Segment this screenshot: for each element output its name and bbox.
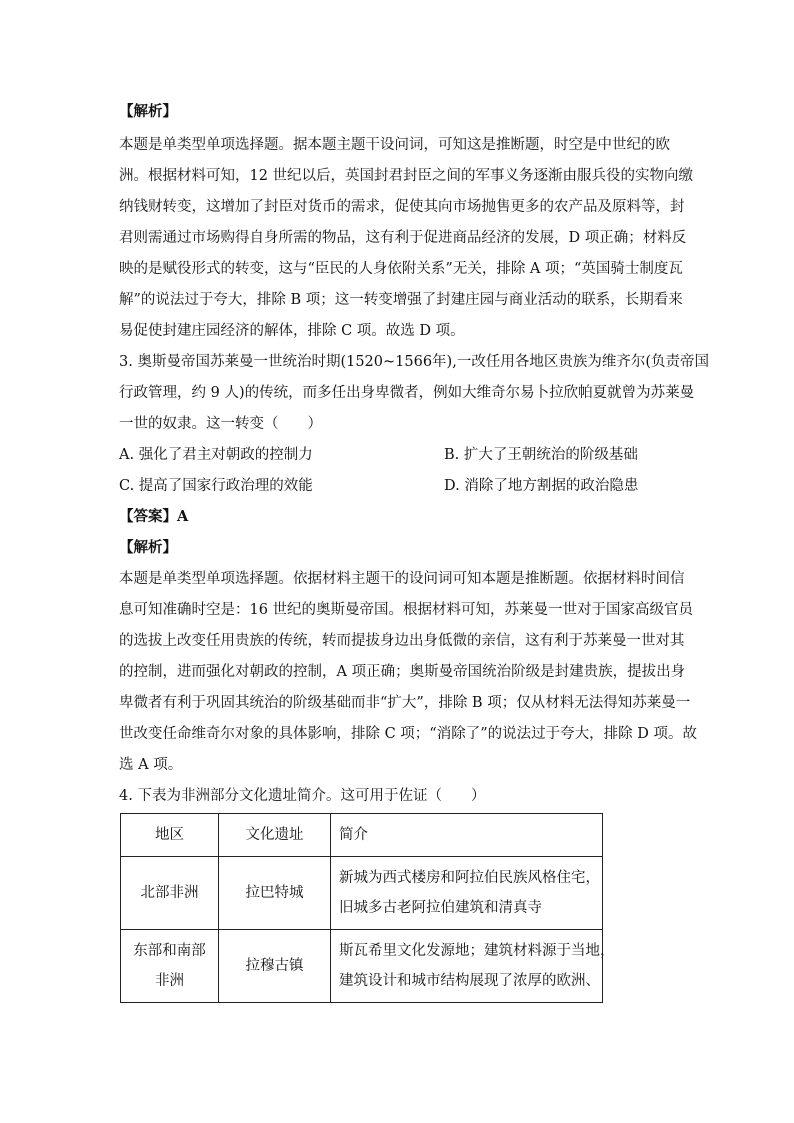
region-line: 东部和南部: [133, 943, 206, 959]
analysis-line: 世改变任命维奇尔对象的具体影响，排除 C 项；“消除了”的说法过于夸大，排除 D 项。故: [119, 726, 697, 742]
table-row: [121, 857, 603, 930]
question-4-stem: 4. 下表为非洲部分文化遗址简介。这可用于佐证（ ）: [119, 788, 486, 804]
analysis-line: 解”的说法过于夸大，排除 B 项；这一转变增强了封建庄园与商业活动的联系，长期看来: [119, 292, 683, 308]
table-cell-region: 北部非洲: [121, 857, 219, 930]
table-header-cell: 文化遗址: [219, 814, 331, 857]
table-cell-intro: [331, 857, 603, 930]
table-cell-region: [121, 930, 219, 1003]
intro-line: 新城为西式楼房和阿拉伯民族风格住宅，: [339, 870, 600, 886]
question-3-stem: 一世的奴隶。这一转变（ ）: [119, 416, 322, 432]
table-cell-site: 拉巴特城: [219, 857, 331, 930]
analysis-line: 本题是单类型单项选择题。据本题主题干设问词，可知这是推断题，时空是中世纪的欧: [119, 137, 670, 153]
option-a: A. 强化了君主对朝政的控制力: [119, 447, 313, 463]
intro-line: 旧城多古老阿拉伯建筑和清真寺: [339, 900, 542, 916]
question-3-stem: 行政管理，约 9 人)的传统，而多任出身卑微者，例如大维奇尔易卜拉欣帕夏就曾为苏莱曼: [119, 385, 695, 401]
analysis-line: 映的是赋役形式的转变，这与“臣民的人身依附关系”无关，排除 A 项；“英国骑士制度瓦: [119, 261, 683, 277]
table-cell-intro: [331, 930, 615, 1003]
region-line: 非洲: [155, 973, 184, 989]
analysis-line: 君则需通过市场购得自身所需的物品，这有利于促进商品经济的发展，D 项正确；材料反: [119, 230, 687, 246]
analysis-line: 本题是单类型单项选择题。依据材料主题干的设问词可知本题是推断题。依据材料时间信: [119, 571, 685, 587]
option-c: C. 提高了国家行政治理的效能: [119, 478, 313, 494]
option-d: D. 消除了地方割据的政治隐患: [444, 478, 639, 494]
table-header-cell: 地区: [121, 814, 219, 857]
analysis-line: 纳钱财转变，这增加了封臣对货币的需求，促使其向市场抛售更多的农产品及原料等，封: [119, 199, 685, 215]
analysis-line: 的选拔上改变任用贵族的传统，转而提拔身边出身低微的亲信，这有利于苏莱曼一世对其: [119, 633, 685, 649]
intro-line: 建筑设计和城市结构展现了浓厚的欧洲、: [339, 973, 600, 989]
analysis-line: 的控制，进而强化对朝政的控制，A 项正确；奥斯曼帝国统治阶级是封建贵族，提拔出身: [119, 664, 686, 680]
table-header-cell: 简介: [331, 814, 603, 857]
analysis-heading: 【解析】: [119, 539, 177, 556]
analysis-line: 易促使封建庄园经济的解体，排除 C 项。故选 D 项。: [119, 323, 465, 339]
analysis-line: 息可知准确时空是：16 世纪的奥斯曼帝国。根据材料可知，苏莱曼一世对于国家高级官员: [119, 602, 694, 618]
table-header-row: [121, 814, 603, 857]
table-cell-site: 拉穆古镇: [219, 930, 331, 1003]
culture-sites-table: [120, 813, 615, 1003]
table-row: [121, 930, 603, 1003]
option-b: B. 扩大了王朝统治的阶级基础: [444, 447, 638, 463]
analysis-line: 洲。根据材料可知，12 世纪以后，英国封君封臣之间的军事义务逐渐由服兵役的实物向缴: [119, 168, 694, 184]
analysis-heading: 【解析】: [119, 103, 177, 120]
analysis-line: 选 A 项。: [119, 757, 183, 773]
answer-label: 【答案】A: [119, 508, 189, 525]
intro-line: 斯瓦希里文化发源地；建筑材料源于当地，: [339, 943, 615, 959]
analysis-line: 卑微者有利于巩固其统治的阶级基础而非“扩大”，排除 B 项；仅从材料无法得知苏莱曼一: [119, 695, 691, 711]
question-3-stem: 3. 奥斯曼帝国苏莱曼一世统治时期(1520~1566年),一改任用各地区贵族为维齐尔(负责帝国: [119, 354, 709, 370]
